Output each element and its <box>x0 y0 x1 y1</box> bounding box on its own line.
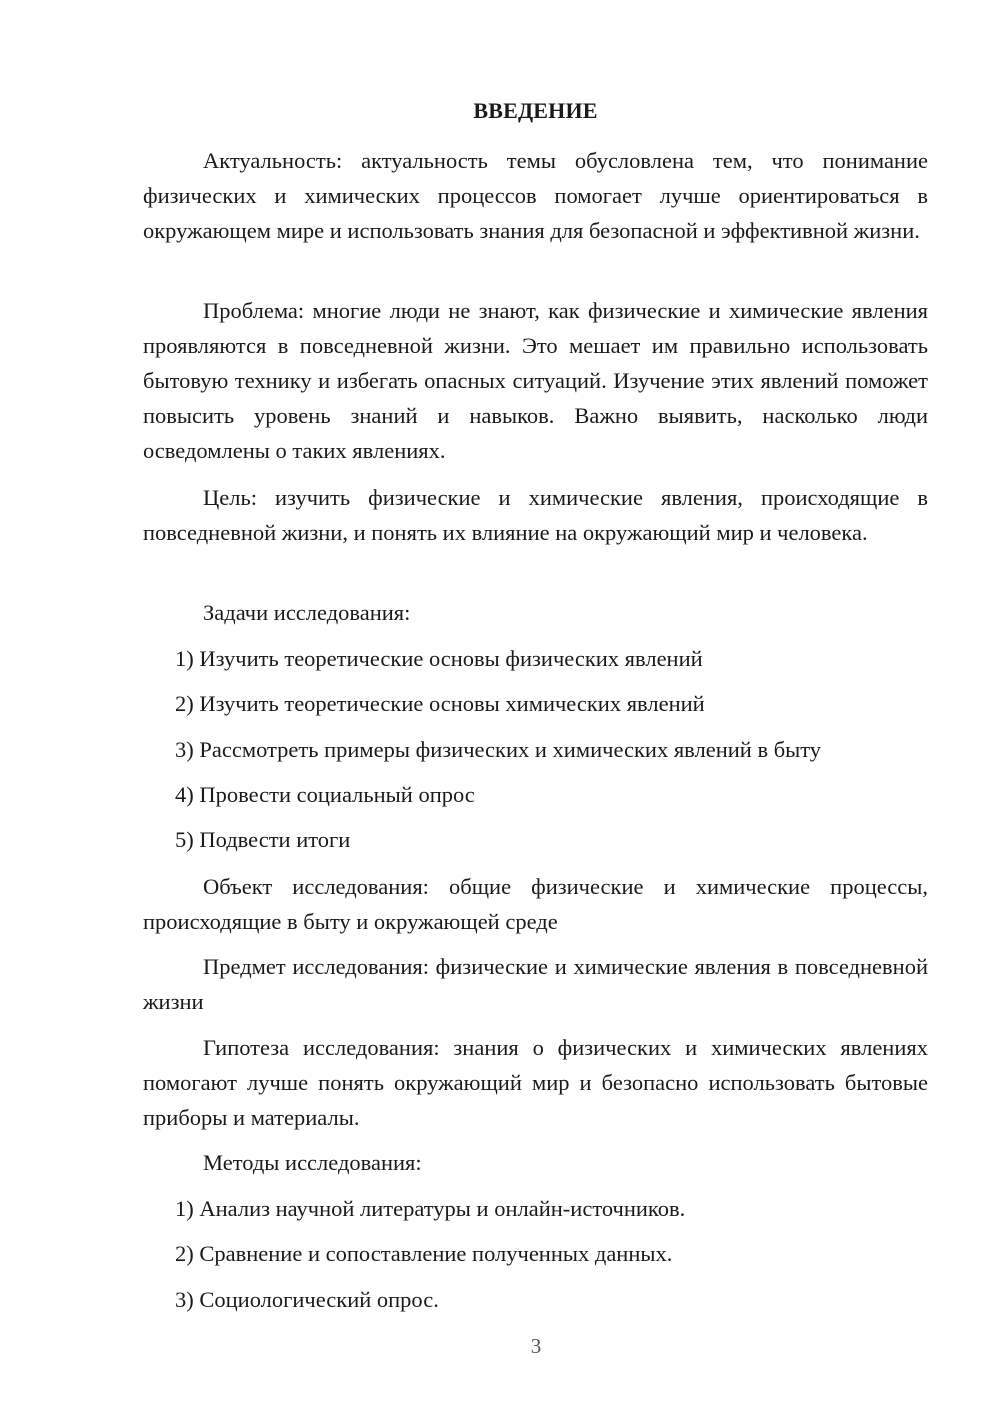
hypothesis-paragraph: Гипотеза исследования: знания о физических и химических явлениях помогают лучше понять окружающий мир и безопасно использовать бытовые приборы и материалы. <box>143 1035 928 1130</box>
subject-paragraph: Предмет исследования: физические и химические явления в повседневной жизни <box>143 954 928 1014</box>
task-item: 3) Рассмотреть примеры физических и химических явлений в быту <box>175 737 822 762</box>
task-item: 5) Подвести итоги <box>175 827 351 852</box>
method-item: 1) Анализ научной литературы и онлайн-источников. <box>175 1196 686 1221</box>
task-item: 1) Изучить теоретические основы физических явлений <box>175 646 703 671</box>
methods-title: Методы исследования: <box>203 1150 422 1175</box>
tasks-title: Задачи исследования: <box>203 600 411 625</box>
task-item: 2) Изучить теоретические основы химических явлений <box>175 691 705 716</box>
method-item: 3) Социологический опрос. <box>175 1287 439 1312</box>
problem-paragraph: Проблема: многие люди не знают, как физические и химические явления проявляются в повседневной жизни. Это мешает им правильно использовать бытовую технику и избегать опасных ситуаций. Изучение этих явлений поможет повысить уровень знаний и навыков. Важно выявить, насколько люди осведомлены о таких явлениях. <box>143 298 928 463</box>
section-heading: ВВЕДЕНИЕ <box>473 98 598 123</box>
page-number: 3 <box>530 1334 542 1358</box>
object-paragraph: Объект исследования: общие физические и химические процессы, происходящие в быту и окружающей среде <box>143 874 928 934</box>
relevance-paragraph: Актуальность: актуальность темы обусловлена тем, что понимание физических и химических процессов помогает лучше ориентироваться в окружающем мире и использовать знания для безопасной и эффективной жизни. <box>143 148 928 243</box>
task-item: 4) Провести социальный опрос <box>175 782 475 807</box>
method-item: 2) Сравнение и сопоставление полученных данных. <box>175 1241 673 1266</box>
goal-paragraph: Цель: изучить физические и химические явления, происходящие в повседневной жизни, и понять их влияние на окружающий мир и человека. <box>143 485 928 545</box>
